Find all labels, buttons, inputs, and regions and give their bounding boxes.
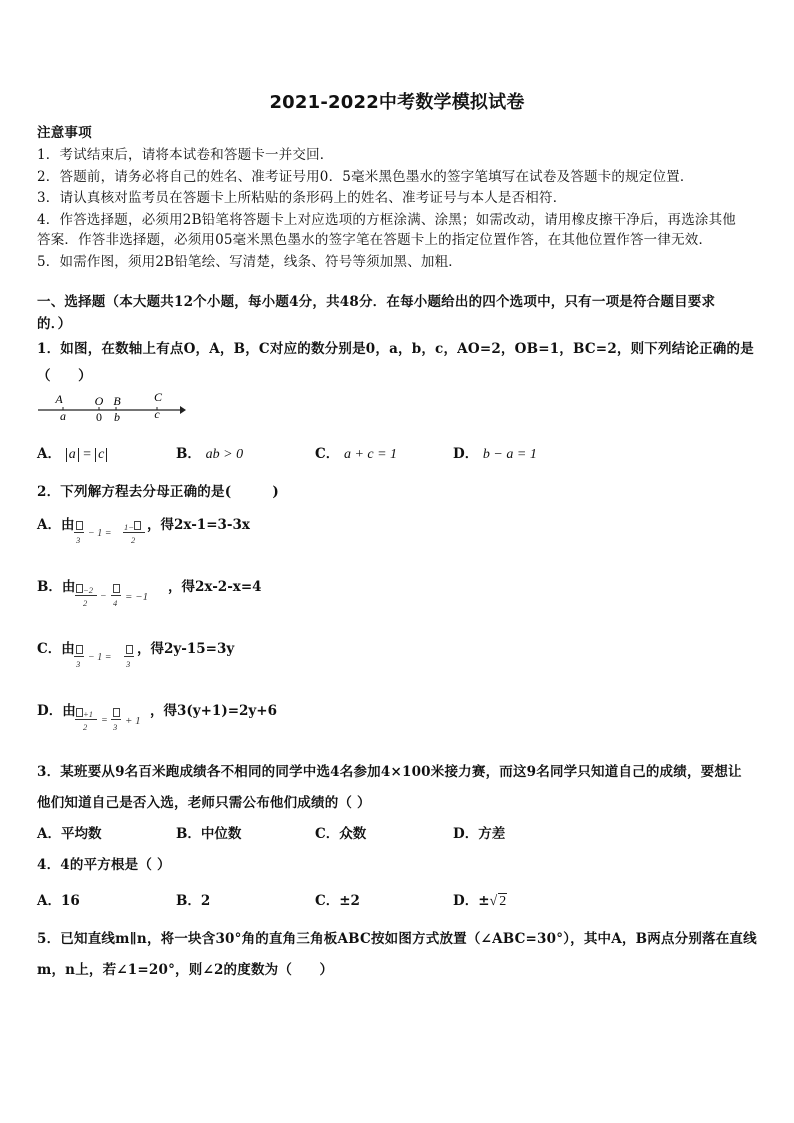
abs-c: c [95,448,107,462]
q2-option-b-label[interactable]: B．由 [37,579,76,595]
point-value: b [114,410,120,424]
frac-den: 2 [131,535,136,545]
eq-mid: = [101,715,108,726]
frac-num: 1− [124,521,141,532]
exam-title: 2021-2022中考数学模拟试卷 [269,92,525,113]
frac-bar [111,719,121,720]
frac-num [76,521,83,532]
notice-item: 答案．作答非选择题，必须用05毫米黑色墨水的签字笔在答题卡上的指定位置作答，在其他位置作答一律无效． [37,232,713,248]
option-label: C． [315,446,340,462]
notice-item: 3．请认真核对监考员在答题卡上所粘贴的条形码上的姓名、准考证号与本人是否相符． [37,190,567,206]
q3-option-a[interactable]: A．平均数 [37,826,102,842]
frac-bar [74,532,84,533]
question-5-text-cont: m，n上，若∠1=20°，则∠2的度数为（ ） [37,962,334,978]
q2-option-c-result: ，得2y-15=3y [137,641,235,657]
q1-option-b[interactable] [176,442,243,463]
sqrt-sign: √ [489,894,498,909]
frac-num: +1 [76,708,93,719]
notice-item: 2．答题前，请务必将自己的姓名、准考证号用0．5毫米黑色墨水的签字笔填写在试卷及答题卡的规定位置． [37,169,694,185]
question-3-text-cont: 他们知道自己是否入选，老师只需公布他们成绩的（ ） [37,795,371,811]
q2-option-c-label[interactable]: C．由 [37,641,75,657]
option-math: ab > 0 [205,447,244,462]
frac-bar [74,656,84,657]
notice-item: 4．作答选择题，必须用2B铅笔将答题卡上对应选项的方框涂满、涂黑；如需改动，请用橡皮擦干净后，再选涂其他 [37,212,736,228]
frac-num [76,645,83,656]
eq-tail: + 1 [125,715,141,727]
q2-option-a-result: ，得2x-1=3-3x [147,517,250,533]
q3-option-b[interactable]: B．中位数 [176,826,242,842]
frac-num [126,645,133,656]
q2-option-d-label[interactable]: D．由 [37,703,76,719]
point-label: O [94,394,104,408]
question-1-paren: （ ） [37,368,92,384]
frac-den: 3 [126,659,131,669]
option-label: B． [176,446,201,462]
point-label: B [113,394,121,408]
point-value: c [154,407,160,421]
q1-option-c[interactable] [315,442,397,463]
section-heading-cont: 的．） [37,316,72,332]
q1-option-a[interactable] [37,442,107,463]
eq-tail: = −1 [125,591,149,603]
option-label: D．± [453,893,490,909]
frac-bar [124,656,134,657]
q3-option-d[interactable]: D．方差 [453,826,506,842]
q4-option-d[interactable] [453,889,507,910]
sqrt-radicand: 2 [499,894,507,909]
notice-item: 1．考试结束后，请将本试卷和答题卡一并交回． [37,147,334,163]
frac-den: 2 [83,598,88,608]
point-label: A [55,392,63,406]
question-3-text: 3．某班要从9名百米跑成绩各不相同的同学中选4名参加4×100米接力赛，而这9名同学只知道自己的成绩，要想让 [37,764,742,780]
question-1-text: 1．如图，在数轴上有点O，A，B，C对应的数分别是0，a，b，c，AO=2，OB=1，BC=2，则下列结论正确的是 [37,341,754,357]
equals-sign: = [82,447,92,462]
q2-option-b-result: ，得2x-2-x=4 [168,579,262,595]
option-math [66,447,108,462]
option-math: a + c = 1 [343,447,398,462]
frac-den: 2 [83,722,88,732]
q4-option-a[interactable]: A．16 [37,893,80,909]
frac-num: −2 [76,584,93,595]
point-value: a [60,409,66,423]
notice-item: 5．如需作图，须用2B铅笔绘、写清楚，线条、符号等须加黑、加粗． [37,254,462,270]
frac-num [113,708,120,719]
option-label: A． [37,446,61,462]
eq-mid: − 1 = [88,528,112,539]
option-math: b − a = 1 [482,447,537,462]
option-label: D． [453,446,479,462]
frac-bar [123,532,145,533]
frac-bar [111,595,121,596]
question-4-text: 4．4的平方根是（ ） [37,857,171,873]
frac-num [113,584,120,595]
q4-option-c[interactable]: C．±2 [315,893,360,909]
point-label: C [153,390,163,404]
notice-heading: 注意事项 [37,125,92,141]
q2-option-d-result: ，得3(y+1)=2y+6 [150,703,277,719]
q4-option-b[interactable]: B．2 [176,893,211,909]
abs-a: a [66,448,79,462]
q3-option-c[interactable]: C．众数 [315,826,367,842]
frac-bar [75,719,97,720]
number-line-arrow [180,406,186,414]
question-5-text: 5．已知直线m∥n，将一块含30°角的直角三角板ABC按如图方式放置（∠ABC=30°），其中A，B两点分别落在直线 [37,931,757,947]
frac-bar [75,595,97,596]
number-line-figure [36,390,196,426]
frac-den: 3 [113,722,118,732]
frac-den: 3 [76,535,81,545]
eq-mid: − 1 = [88,652,112,663]
section-heading: 一、选择题（本大题共12个小题，每小题4分，共48分．在每小题给出的四个选项中，只有一项是符合题目要求 [37,294,716,310]
q1-option-d[interactable] [453,442,537,463]
frac-den: 3 [76,659,81,669]
frac-den: 4 [113,598,118,608]
q2-option-a-label[interactable]: A．由 [37,517,75,533]
eq-mid: − [100,591,107,602]
question-2-text: 2．下列解方程去分母正确的是( ) [37,484,279,500]
point-value: 0 [96,410,102,424]
